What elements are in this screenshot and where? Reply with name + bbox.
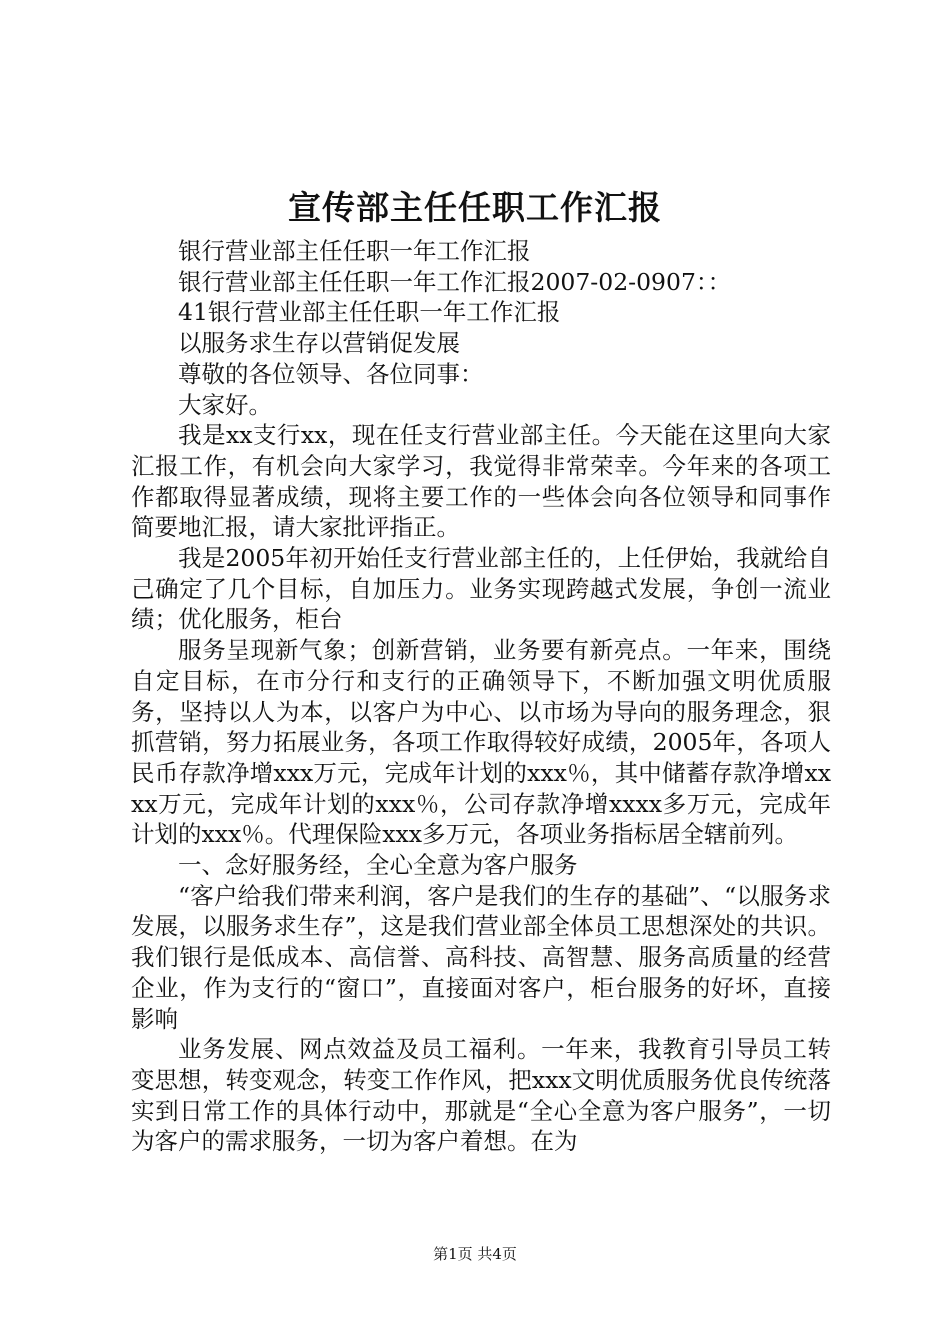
- document-title: 宣传部主任任职工作汇报: [288, 188, 662, 227]
- paragraph: 服务呈现新气象；创新营销，业务要有新亮点。一年来，围绕自定目标，在市分行和支行的正确领导下，不断加强文明优质服务，坚持以人为本，以客户为中心、以市场为导向的服务理念，狠抓营销，努力拓展业务，各项工作取得较好成绩，2005年，各项人民币存款净增xxx万元，完成年计划的xxx％，其中储蓄存款净增xxxx万元，完成年计划的xxx％，公司存款净增xxxx多万元，完成年计划的xxx％。代理保险xxx多万元，各项业务指标居全辖前列。: [131, 636, 831, 849]
- paragraph: 银行营业部主任任职一年工作汇报: [178, 237, 531, 265]
- paragraph: 银行营业部主任任职一年工作汇报2007-02-0907：：: [178, 267, 732, 296]
- paragraph: 以服务求生存以营销促发展: [178, 329, 460, 358]
- page-number: 第1页 共4页: [433, 1245, 517, 1263]
- document-body: [131, 236, 831, 1157]
- paragraph: 我是xx支行xx，现在任支行营业部主任。今天能在这里向大家汇报工作，有机会向大家学习，我觉得非常荣幸。今年来的各项工作都取得显著成绩，现将主要工作的一些体会向各位领导和同事作简要地汇报，请大家批评指正。: [131, 421, 831, 542]
- paragraph: “客户给我们带来利润，客户是我们的生存的基础”、“以服务求发展，以服务求生存”，这是我们营业部全体员工思想深处的共识。我们银行是低成本、高信誉、高科技、高智慧、服务高质量的经营企业，作为支行的“窗口”，直接面对客户，柜台服务的好坏，直接影响: [131, 881, 831, 1033]
- paragraph: 大家好。: [178, 390, 272, 419]
- paragraph: 业务发展、网点效益及员工福利。一年来，我教育引导员工转变思想，转变观念，转变工作作风，把xxx文明优质服务优良传统落实到日常工作的具体行动中，那就是“全心全意为客户服务”，一切为客户的需求服务，一切为客户着想。在为: [131, 1035, 831, 1156]
- paragraph: 尊敬的各位领导、各位同事：: [178, 359, 484, 388]
- section-heading: 一、念好服务经，全心全意为客户服务: [178, 851, 578, 880]
- paragraph: 41银行营业部主任任职一年工作汇报: [178, 298, 561, 327]
- paragraph: 我是2005年初开始任支行营业部主任的，上任伊始，我就给自己确定了几个目标，自加压力。业务实现跨越式发展，争创一流业绩；优化服务，柜台: [131, 544, 831, 634]
